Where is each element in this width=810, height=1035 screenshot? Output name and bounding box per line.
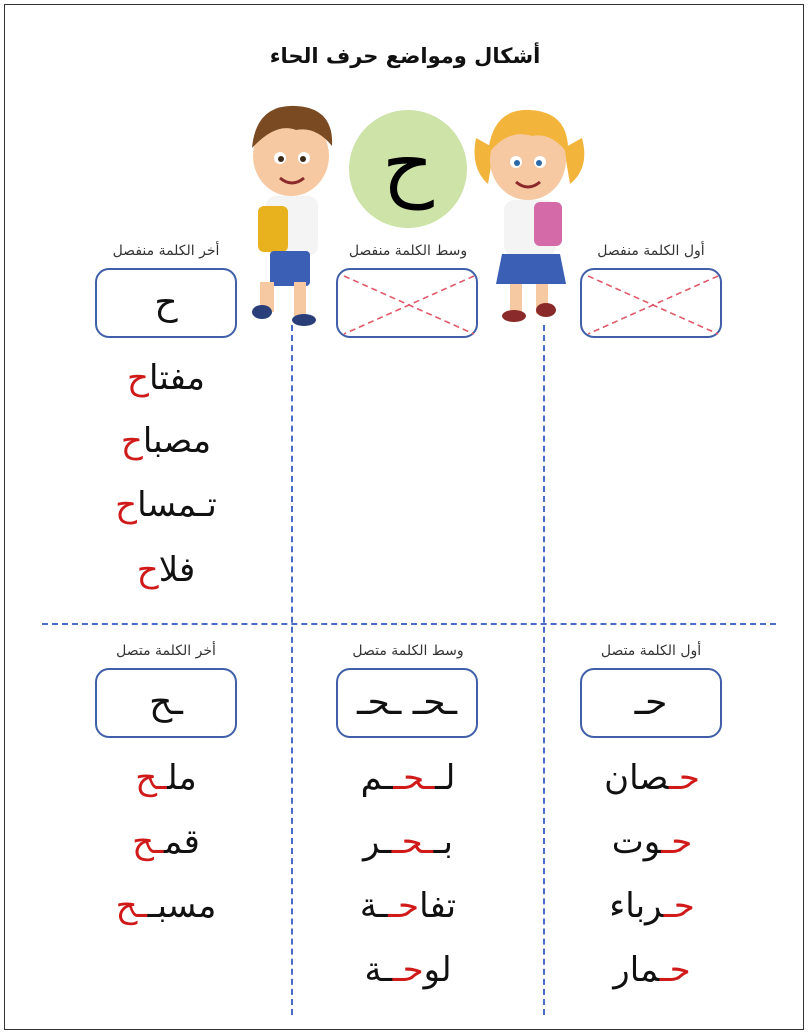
letter-last-connected: ـح (149, 682, 183, 723)
word-letter-highlight: ـح (115, 886, 148, 926)
word-letter-highlight: حـ (661, 822, 693, 862)
word-letter-highlight: ـحـ (391, 822, 434, 862)
word-part: وت (611, 822, 662, 862)
word-letter-highlight: حـ (392, 950, 424, 990)
word-item (562, 886, 742, 926)
column-divider-right (543, 325, 545, 1015)
column-divider-left (291, 325, 293, 1015)
word-part: مفتا (148, 358, 205, 398)
page-title: أشكال ومواضع حرف الحاء (269, 44, 541, 68)
word-part: بـ (433, 822, 454, 862)
label-last-separate: أخر الكلمة منفصل (112, 243, 220, 259)
word-letter-highlight: ـح (132, 822, 164, 862)
label-first-connected: أول الكلمة متصل (600, 643, 702, 659)
word-item (76, 485, 256, 525)
word-letter-highlight: حـ (668, 758, 700, 798)
word-letter-highlight: ح (115, 485, 138, 525)
box-middle-connected (336, 668, 478, 738)
word-item (76, 758, 256, 798)
word-letter-highlight: ـح (135, 758, 168, 798)
main-letter-circle (349, 110, 467, 228)
word-part: مسبـ (147, 886, 217, 926)
box-first-connected (580, 668, 722, 738)
word-item (76, 886, 256, 926)
word-part: رباء (609, 886, 664, 926)
word-item (562, 822, 742, 862)
word-letter-highlight: ح (120, 421, 143, 461)
word-letter-highlight: ح (127, 358, 149, 398)
label-middle-separate: وسط الكلمة منفصل (348, 243, 468, 259)
boy-illustration (236, 96, 346, 331)
word-part: مل (167, 758, 197, 798)
word-part: صان (604, 758, 669, 798)
word-part: ـة (364, 950, 393, 990)
word-letter-highlight: حـ (663, 886, 695, 926)
word-letter-highlight: حـ (659, 950, 691, 990)
cross-out-mark (338, 270, 480, 340)
word-part: ـم (360, 758, 394, 798)
main-letter: ح (382, 117, 434, 210)
word-item (562, 950, 742, 990)
row-divider (42, 623, 776, 625)
word-item (76, 550, 256, 590)
box-first-separate (580, 268, 722, 338)
box-last-separate (95, 268, 237, 338)
letter-first-connected: حـ (634, 682, 668, 723)
word-item (76, 358, 256, 398)
word-part: فلا (158, 550, 196, 590)
letter-middle-connected: ـحـ ـحـ (356, 682, 458, 723)
word-item (76, 822, 256, 862)
word-item (318, 758, 498, 798)
cross-out-mark (582, 270, 724, 340)
word-part: تفا (419, 886, 457, 926)
word-part: تـمسا (137, 485, 217, 525)
letter-last-separate: ح (154, 282, 178, 323)
word-item (76, 421, 256, 461)
word-part: لو (423, 950, 452, 990)
girl-illustration (470, 98, 590, 333)
label-last-connected: أخر الكلمة متصل (116, 643, 216, 659)
label-middle-connected: وسط الكلمة متصل (352, 643, 464, 659)
word-item (562, 758, 742, 798)
box-middle-separate (336, 268, 478, 338)
box-last-connected (95, 668, 237, 738)
word-part: ـة (359, 886, 389, 926)
word-item (318, 886, 498, 926)
word-letter-highlight: ح (136, 550, 159, 590)
word-part: لـ (435, 758, 456, 798)
word-part: قم (164, 822, 200, 862)
word-item (318, 950, 498, 990)
word-item (318, 822, 498, 862)
word-part: ـر (362, 822, 392, 862)
word-part: مار (613, 950, 660, 990)
word-letter-highlight: ـحـ (393, 758, 436, 798)
word-part: مصبا (142, 421, 212, 461)
label-first-separate: أول الكلمة منفصل (597, 243, 705, 259)
word-letter-highlight: حـ (388, 886, 420, 926)
